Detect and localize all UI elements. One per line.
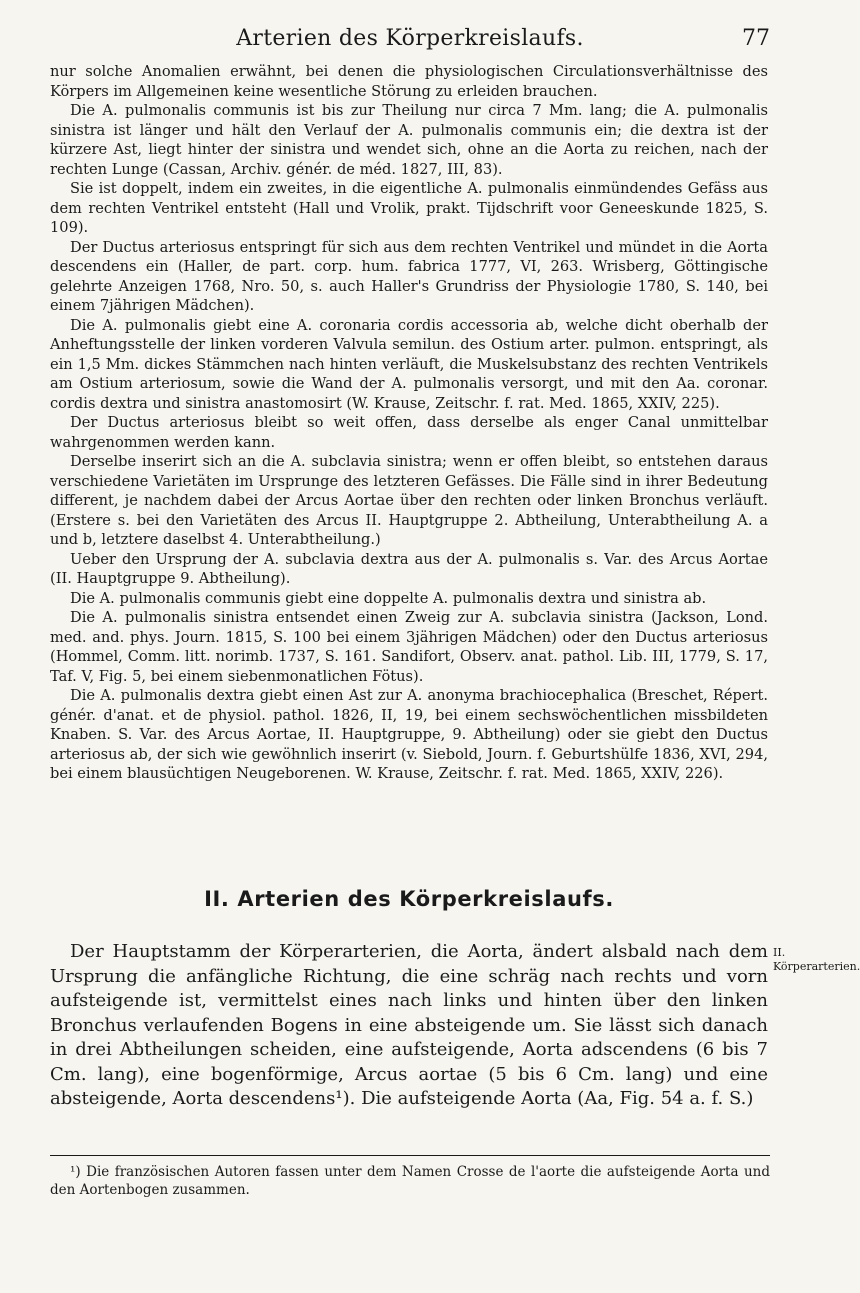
paragraph: nur solche Anomalien erwähnt, bei denen die physiologischen Circulationsverhältnisse des Körpers im Allgemeinen keine wesentliche Störung zu erleiden brauchen. (50, 63, 768, 100)
paragraph: Die A. pulmonalis dextra giebt einen Ast zur A. anonyma brachiocephalica (Breschet, Répert. génér. d'anat. et de physiol. pathol. 1826, II, 19, bei einem sechswöchentlichen missbildeten Knaben. S. Var. des Arcus Aortae, II. Hauptgruppe, 9. Abtheilung) oder sie giebt den Ductus arteriosus ab, der sich wie gewöhnlich inserirt (v. Siebold, Journ. f. Geburtshülfe 1836, XVI, 294, bei einem blausüchtigen Neugeborenen. W. Krause, Zeitschr. f. rat. Med. 1865, XXIV, 226). (50, 687, 768, 782)
running-title: Arterien des Körperkreislaufs. (236, 26, 584, 51)
paragraph: Die A. pulmonalis giebt eine A. coronaria cordis accessoria ab, welche dicht oberhalb der Anheftungsstelle der linken vorderen Valvula semilun. des Ostium arter. pulmon. entspringt, als ein 1,5 Mm. dickes Stämmchen nach hinten verläuft, die Muskelsubstanz des rechten Ventrikels am Ostium arteriosum, sowie die Wand der A. pulmonalis versorgt, und mit den Aa. coronar. cordis dextra und sinistra anastomosirt (W. Krause, Zeitschr. f. rat. Med. 1865, XXIV, 225). (50, 316, 768, 412)
page-header (50, 26, 770, 52)
section-text (50, 940, 768, 1112)
footnote-divider (50, 1155, 770, 1156)
page-number: 77 (742, 26, 770, 51)
section-heading: II. Arterien des Körperkreislaufs. (204, 887, 614, 911)
margin-note: II. Körperarterien. (773, 946, 860, 973)
footnote-text: ¹) Die französischen Autoren fassen unter dem Namen Crosse de l'aorte die aufsteigende Aorta und den Aortenbogen zusammen. (50, 1164, 770, 1198)
paragraph: Derselbe inserirt sich an die A. subclavia sinistra; wenn er offen bleibt, so entstehen daraus verschiedene Varietäten im Ursprunge des letzteren Gefässes. Die Fälle sind in ihrer Bedeutung different, je nachdem dabei der Arcus Aortae über den rechten oder linken Bronchus verläuft. (Erstere s. bei den Varietäten des Arcus II. Hauptgruppe 2. Abtheilung, Unterabtheilung A. a und b, letztere daselbst 4. Unterabtheilung.) (50, 453, 768, 548)
paragraph: Der Ductus arteriosus entspringt für sich aus dem rechten Ventrikel und mündet in die Aorta descendens ein (Haller, de part. corp. hum. fabrica 1777, VI, 263. Wrisberg, Göttingische gelehrte Anzeigen 1768, Nro. 50, s. auch Haller's Grundriss der Physiologie 1780, S. 140, bei einem 7jährigen Mädchen). (50, 238, 768, 314)
paragraph: Die A. pulmonalis communis ist bis zur Theilung nur circa 7 Mm. lang; die A. pulmonalis sinistra ist länger und hält den Verlauf der A. pulmonalis communis ein; die dextra ist der kürzere Ast, liegt hinter der sinistra und wendet sich, ohne an die Aorta zu reichen, nach der rechten Lunge (Cassan, Archiv. génér. de méd. 1827, III, 83). (50, 102, 768, 178)
paragraph: Die A. pulmonalis communis giebt eine doppelte A. pulmonalis dextra und sinistra ab. (70, 589, 707, 607)
paragraph: Sie ist doppelt, indem ein zweites, in die eigentliche A. pulmonalis einmündendes Gefäss aus dem rechten Ventrikel entsteht (Hall und Vrolik, prakt. Tijdschrift voor Geneeskunde 1825, S. 109). (50, 180, 768, 236)
main-text (50, 62, 768, 784)
section-paragraph: Der Hauptstamm der Körperarterien, die Aorta, ändert alsbald nach dem Ursprung die anfängliche Richtung, die eine schräg nach rechts und vorn aufsteigende ist, vermittelst eines nach links und hinten über den linken Bronchus verlaufenden Bogens in eine absteigende um. Sie lässt sich danach in drei Abtheilungen scheiden, eine aufsteigende, Aorta adscendens (6 bis 7 Cm. lang), eine bogenförmige, Arcus aortae (5 bis 6 Cm. lang) und eine absteigende, Aorta descendens¹). Die aufsteigende Aorta (Aa, Fig. 54 a. f. S.) (50, 941, 768, 1109)
footnote (50, 1163, 770, 1199)
paragraph: Der Ductus arteriosus bleibt so weit offen, dass derselbe als enger Canal unmittelbar wahrgenommen werden kann. (50, 414, 768, 451)
paragraph: Ueber den Ursprung der A. subclavia dextra aus der A. pulmonalis s. Var. des Arcus Aortae (II. Hauptgruppe 9. Abtheilung). (50, 550, 768, 587)
paragraph: Die A. pulmonalis sinistra entsendet einen Zweig zur A. subclavia sinistra (Jackson, Lond. med. and. phys. Journ. 1815, S. 100 bei einem 3jährigen Mädchen) oder den Ductus arteriosus (Hommel, Comm. litt. norimb. 1737, S. 161. Sandifort, Observ. anat. pathol. Lib. III, 1779, S. 17, Taf. V, Fig. 5, bei einem siebenmonatlichen Fötus). (50, 609, 768, 685)
